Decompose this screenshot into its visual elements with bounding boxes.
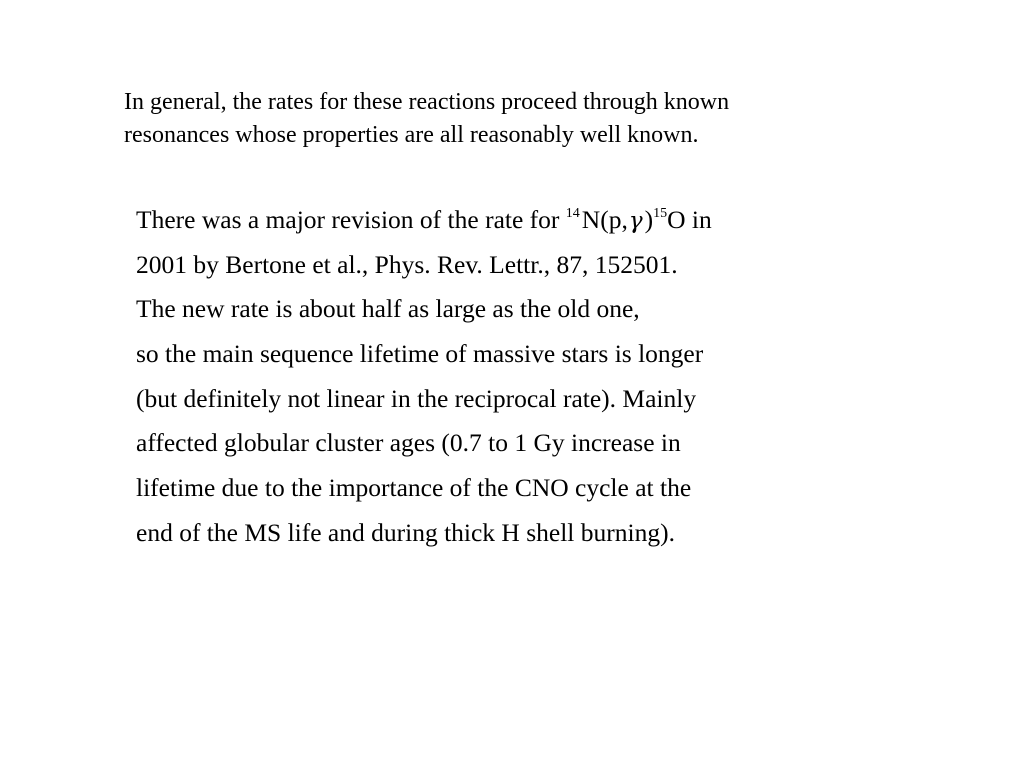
revision-line: The new rate is about half as large as the old one,: [136, 294, 640, 324]
revision-line-1-text: There was a major revision of the rate for: [136, 205, 560, 234]
intro-line: In general, the rates for these reactions proceed through known: [124, 89, 730, 115]
revision-line: 2001 by Bertone et al., Phys. Rev. Lettr., 87, 152501.: [136, 249, 678, 279]
gamma-symbol: γ: [628, 208, 643, 234]
intro-line: resonances whose properties are all reasonably well known.: [124, 122, 699, 148]
revision-paragraph: [136, 198, 996, 556]
reaction-open: N(p,: [581, 205, 628, 234]
revision-line: affected globular cluster ages (0.7 to 1 Gy increase in: [136, 428, 681, 458]
revision-line: so the main sequence lifetime of massive stars is longer: [136, 339, 704, 369]
reaction-close: ): [644, 205, 654, 234]
intro-paragraph: [124, 86, 984, 152]
revision-line: end of the MS life and during thick H shell burning).: [136, 517, 675, 547]
revision-line: (but definitely not linear in the reciprocal rate). Mainly: [136, 383, 697, 413]
mass-number-14: 14: [565, 205, 580, 221]
revision-line-1-tail: O in: [667, 205, 712, 234]
mass-number-15: 15: [653, 205, 668, 221]
revision-line: lifetime due to the importance of the CNO cycle at the: [136, 473, 692, 503]
revision-line-1: [136, 198, 996, 243]
